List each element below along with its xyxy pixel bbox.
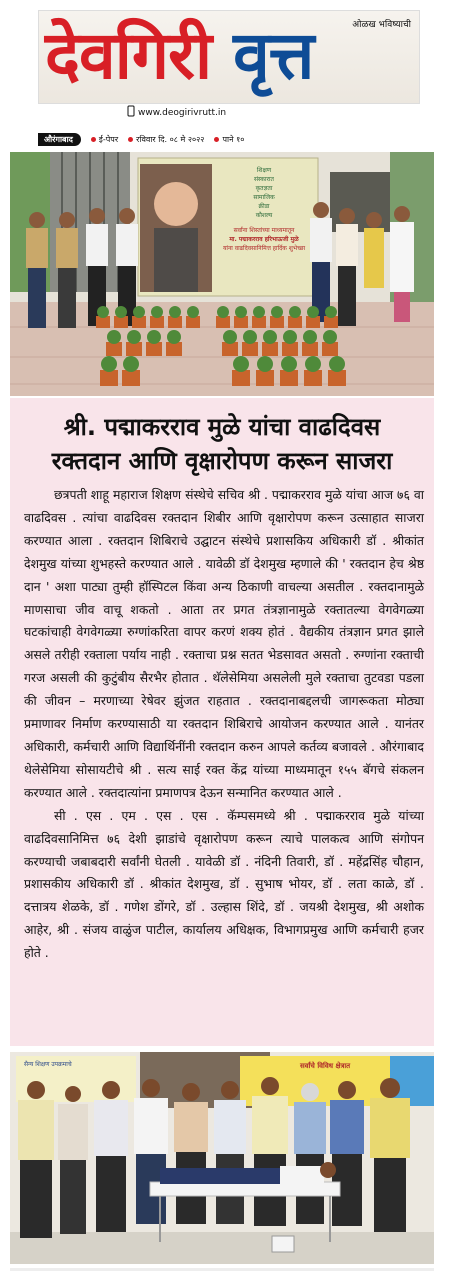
phone-icon [126,105,136,117]
banner-line: क्रीडा [258,203,270,210]
newspaper-title [45,16,314,94]
article-paragraph-1: छत्रपती शाहू महाराज शिक्षण संस्थेचे सचिव श्री . पद्माकरराव मुळे यांचा आज ७६ वा वाढदिवस . त्यांचा वाढदिवस रक्तदान शिबीर आणि वृक्षारोपण करून उत्साहात साजरा करण्यात आला . रक्तदान शिबिराचे उद्घाटन संस्थेचे प्रशासकिय अधिकारी डॉ . श्रीकांत देशमुख यांच्या शुभहस्ते करण्यात आले . यावेळी डॉ देशमुख म्हणाले की ' रक्तदान हेच श्रेष्ठ दान ' अशा पाट्या तुम्ही हॉस्पिटल किंवा अन्य ठिकाणी वाचल्या असतील . रक्तदानामुळे माणसाचा जीव वाचू शकतो . आता तर प्रगत तंत्रज्ञानामुळे रक्तातल्या वेगवेगळ्या घटकांचाही वेगवेगळ्या रुग्णांकरिता वापर करणं शक्य होतं . वैद्यकीय तंत्रज्ञान प्रगत झाले असले तरीही रक्ताला पर्याय नाही . रक्ताचा प्रश्न सतत भेडसावत असतो . रुग्णांना रक्ताची गरज असली की कुटुंबीय सैरभैर होतात . थॅलेसेमिया असलेली मुले रक्ताचा तुटवडा पडला की जीवन – मरणाच्या रेषेवर झुंजत राहतात . रक्तदानाबद्दलची जागरूकता मोठ्या प्रमाणावर निर्माण करण्यासाठी या रक्तदान शिबिराचे आयोजन करण्यात आले . यानंतर अधिकारी, कर्मचारी आणि विद्यार्थिनींनी रक्तदान करुन आपले कर्तव्य बजावले . औरंगाबाद थेलेसेमिया सोसायटीचे श्री . सत्य साई रक्त केंद्र यांच्या माध्यमातून १५५ बॅगचे संकलन करण्यात आले . रक्तदात्यांना प्रमाणपत्र देऊन सन्मानित करण्यात आले . [24,487,424,800]
bullet-icon [214,137,219,142]
blood-donation-illustration [10,1052,434,1264]
banner-caption: सर्वांना शिस्तांच्या माध्यमातून [233,227,295,234]
article-paragraph-2: सी . एस . एम . एस . एस . कॅम्पसमध्ये श्री . पद्माकरराव मुळे यांच्या वाढदिवसानिमित्त ७६ देशी झाडांचे वृक्षारोपण करून त्याचे पालकत्व आणि संगोपन करण्याची जबाबदारी सर्वांनी घेतली . यावेळी डॉ . नंदिनी तिवारी, डॉ . महेंद्रसिंह चौहान, प्रशासकीय अधिकारी डॉ . श्रीकांत देशमुख, डॉ . सुभाष भोयर, डॉ . लता काळे, डॉ . दत्तात्रय शेळके, डॉ . गणेश डोंगरे, डॉ . उल्हास शिंदे, डॉ . जयश्री देशमुख, श्री अशोक आहेर, श्री . संजय वाळुंज पाटील, कार्यालय अधिक्षक, विभागप्रमुख आणि कर्मचारी हजर होते . [24,807,424,961]
tree-plantation-photo [10,152,434,396]
page-item [214,134,244,145]
article-body [24,484,424,965]
banner-caption: मा. पद्माकरराव हरिभाऊजी मुळे [229,236,299,243]
masthead-info-bar [38,132,418,146]
banner-text-block [216,166,312,253]
title-red-part: देवगिरी [45,16,212,94]
edition-label: ई-पेपर [98,134,119,144]
date-label: रविवार दि. ०८ मे २०२२ [136,134,205,144]
page-label: पाने १० [222,134,245,144]
headline-line-2: रक्तदान आणि वृक्षारोपण करून साजरा [51,447,393,475]
bottom-banner-title: सैन्य शिक्षण उपक्रमाचे [24,1061,72,1068]
banner-line: शिक्षण [256,167,272,174]
edition-item [91,134,118,145]
website-url: www.deogirivrutt.in [138,108,227,118]
masthead-banner [38,10,420,104]
article [10,398,434,1046]
bottom-banner-caption: सर्वांचे विविध क्षेत्रात [300,1062,351,1070]
banner-line: संस्कारात [254,176,274,183]
title-blue-part: वृत्त [233,16,314,94]
article-headline [10,410,434,478]
bullet-icon [91,137,96,142]
banner-line: सामाजिक [253,194,275,201]
city-label: औरंगाबाद [38,133,81,146]
tagline: ओळख भविष्याची [352,20,411,30]
masthead [38,10,418,144]
banner-caption: यांना वाढदिवसानिमित्त हार्दिक शुभेच्छा [222,245,306,252]
bullet-icon [128,137,133,142]
banner-line: कौशल्य [255,212,273,219]
blood-donation-photo [10,1052,434,1264]
date-item [128,134,204,145]
banner-line: कृतज्ञता [255,185,273,192]
bottom-rule [10,1268,434,1271]
headline-line-1: श्री. पद्माकरराव मुळे यांचा वाढदिवस [63,413,381,441]
